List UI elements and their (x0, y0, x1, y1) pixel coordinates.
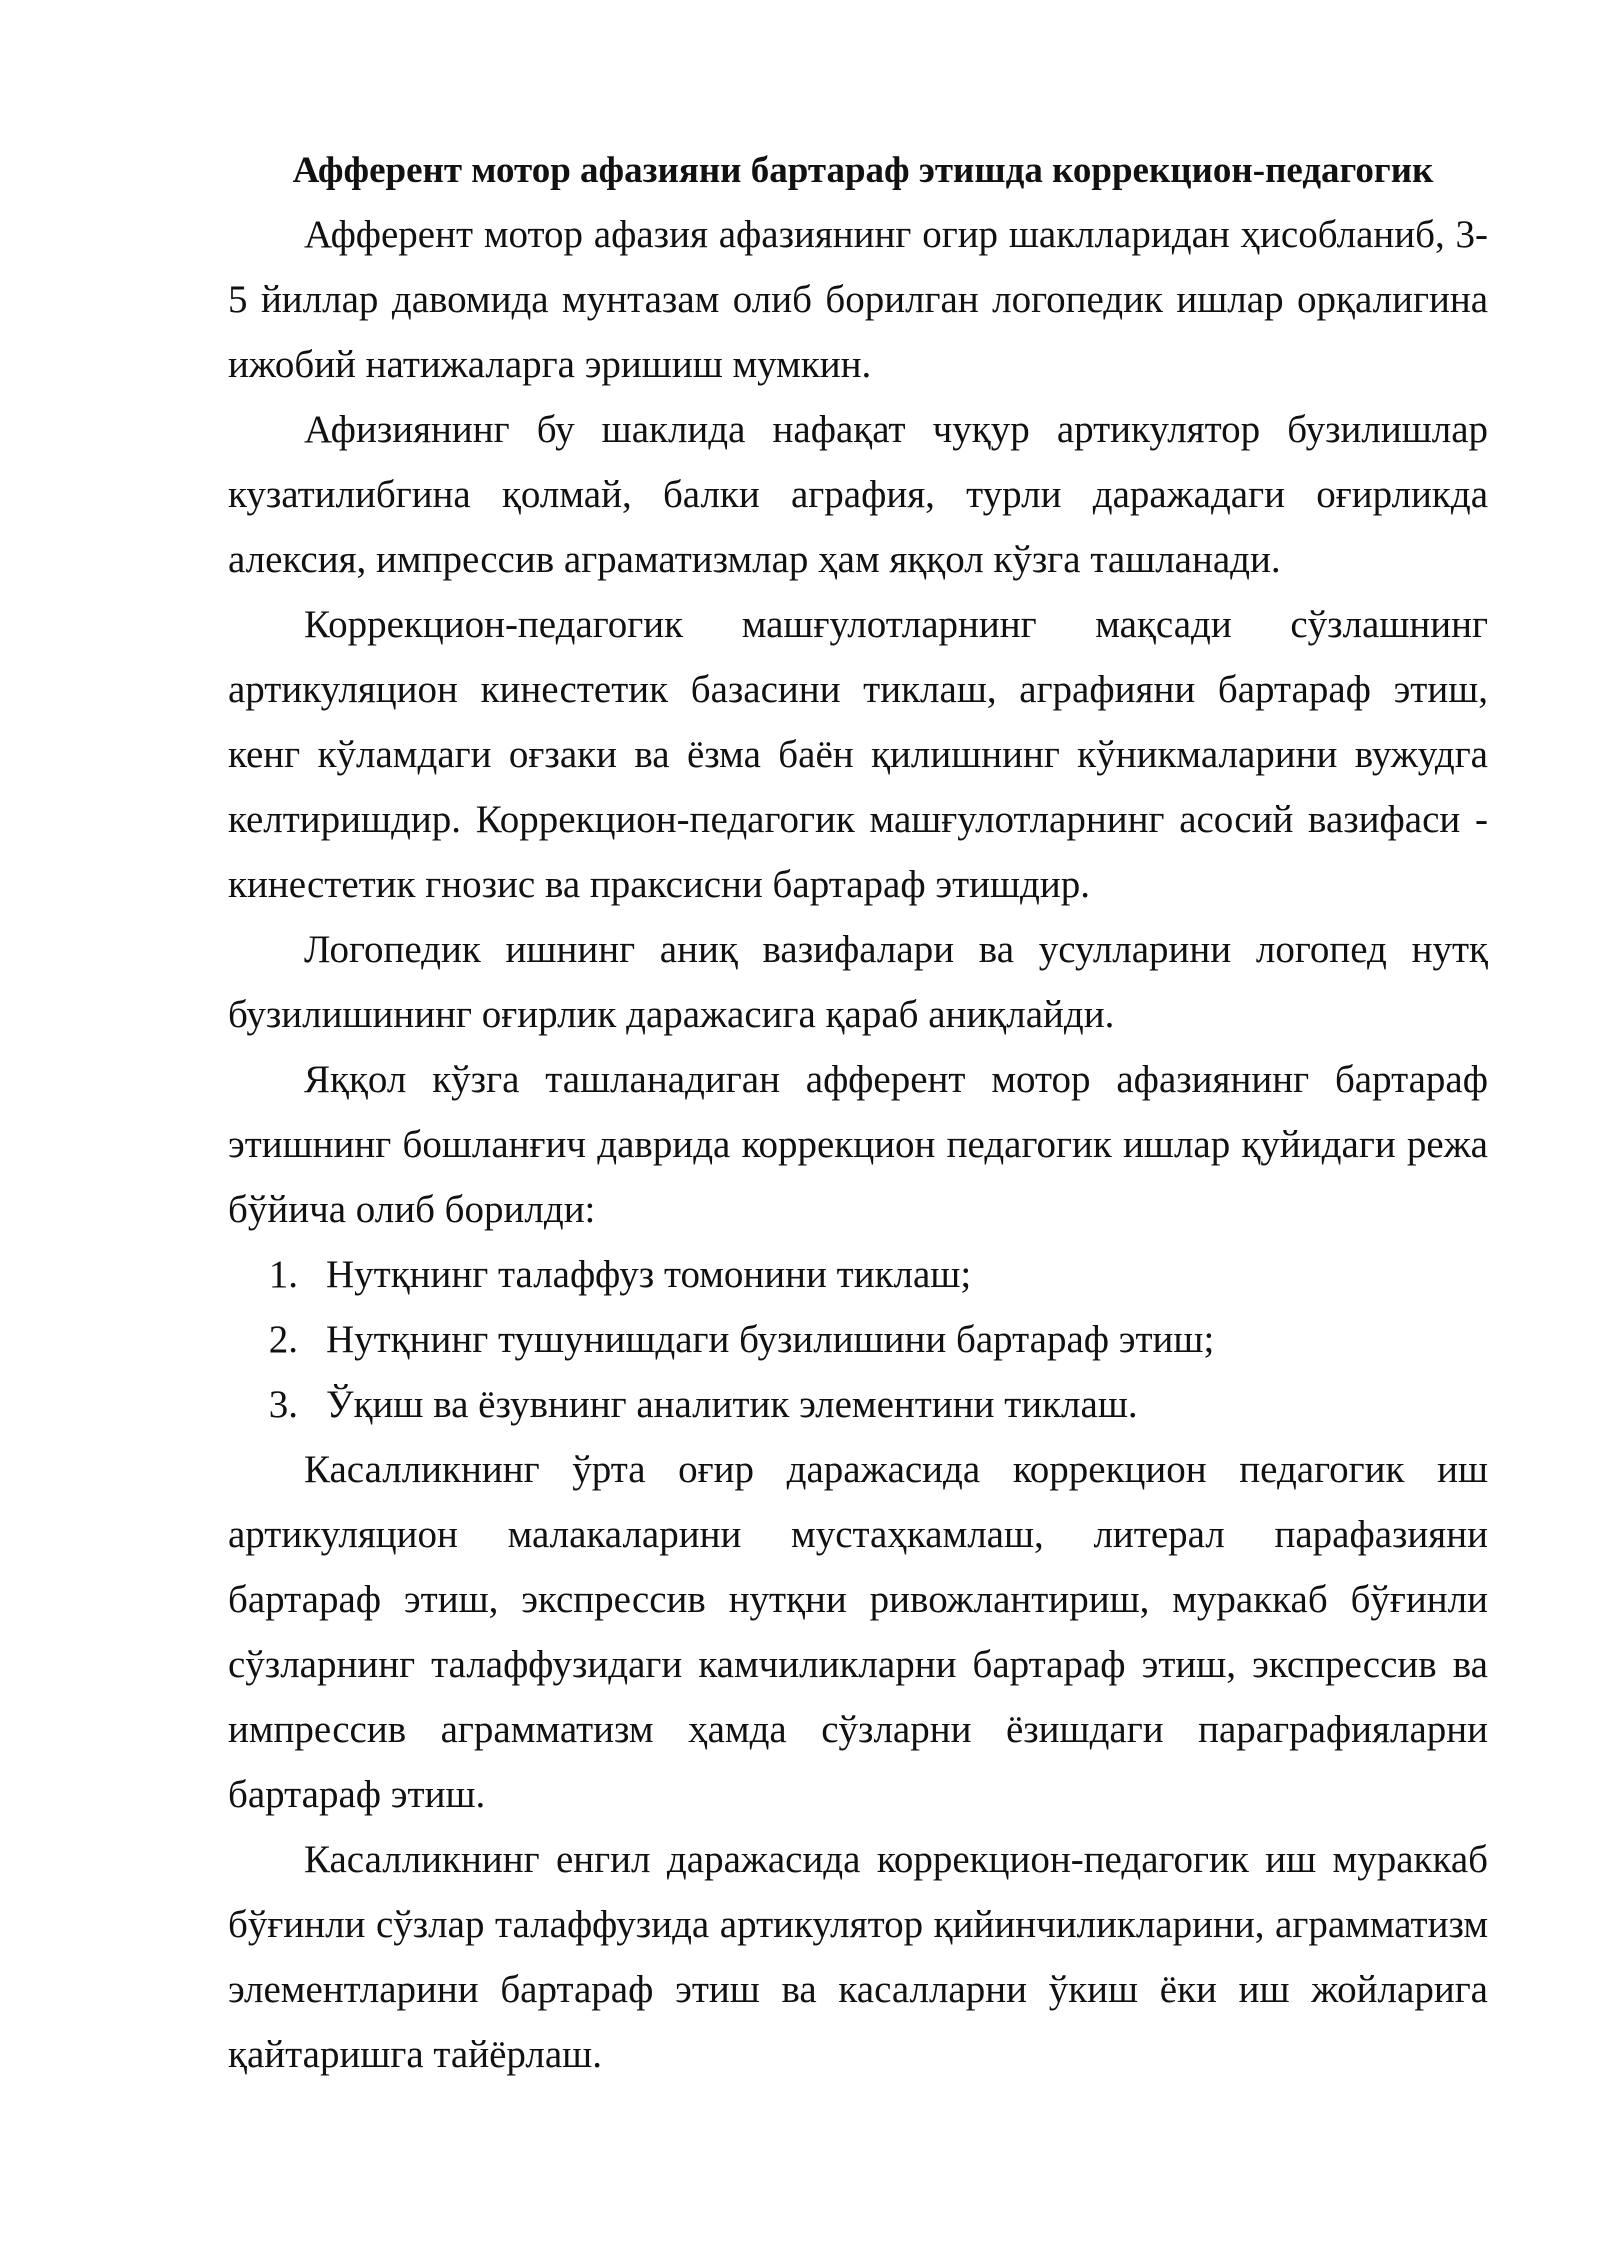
paragraph: Афизиянинг бу шаклида нафақат чуқур артикулятор бузилишлар кузатилибгина қолмай, балки аграфия, турли даражадаги оғирликда алексия, импрессив аграматизмлар ҳам яққол кўзга ташланади. (228, 408, 1488, 581)
list-item-text: Нутқнинг тушунишдаги бузилишини бартараф этиш; (326, 1318, 1215, 1361)
paragraph: Касалликнинг ўрта оғир даражасида коррекцион педагогик иш артикуляцион малакаларини мустаҳкамлаш, литерал парафазияни бартараф этиш, экспрессив нутқни ривожлантириш, мураккаб бўғинли сўзларнинг талаффузидаги камчиликларни бартараф этиш, экспрессив ва импрессив аграмматизм ҳамда сўзларни ёзишдаги параграфияларни бартараф этиш. (228, 1448, 1488, 1816)
list-item-text: Нутқнинг талаффуз томонини тиклаш; (326, 1253, 972, 1296)
paragraph: Яққол кўзга ташланадиган афферент мотор афазиянинг бартараф этишнинг бошланғич даврида коррекцион педагогик ишлар қуйидаги режа бўйича олиб борилди: (228, 1058, 1488, 1231)
list-item-text: Ўқиш ва ёзувнинг аналитик элементини тиклаш. (326, 1383, 1138, 1426)
document-body (228, 140, 1488, 2087)
list-item (228, 1307, 1488, 1372)
list-item (228, 1242, 1488, 1307)
paragraph: Логопедик ишнинг аниқ вазифалари ва усулларини логопед нутқ бузилишининг оғирлик даражасига қараб аниқлайди. (228, 928, 1488, 1036)
paragraph: Афферент мотор афазия афазиянинг огир шаклларидан ҳисобланиб, 3-5 йиллар давомида мунтазам олиб борилган логопедик ишлар орқалигина ижобий натижаларга эришиш мумкин. (228, 213, 1488, 386)
list-item-number: 3. (268, 1383, 298, 1426)
paragraph: Коррекцион-педагогик машғулотларнинг мақсади сўзлашнинг артикуляцион кинестетик базасини тиклаш, аграфияни бартараф этиш, кенг кўламдаги оғзаки ва ёзма баён қилишнинг кўникмаларини вужудга келтиришдир. Коррекцион-педагогик машғулотларнинг асосий вазифаси - кинестетик гнозис ва праксисни бартараф этишдир. (228, 603, 1488, 906)
list-item-number: 2. (268, 1318, 298, 1361)
paragraph: Касалликнинг енгил даражасида коррекцион-педагогик иш мураккаб бўғинли сўзлар талаффузида артикулятор қийинчиликларини, аграмматизм элементларини бартараф этиш ва касалларни ўкиш ёки иш жойларига қайтаришга тайёрлаш. (228, 1838, 1488, 2076)
list-item-number: 1. (268, 1253, 298, 1296)
list-item (228, 1372, 1488, 1437)
numbered-list (228, 1242, 1488, 1437)
document-title: Афферент мотор афазияни бартараф этишда коррекцион-педагогик (292, 150, 1434, 191)
